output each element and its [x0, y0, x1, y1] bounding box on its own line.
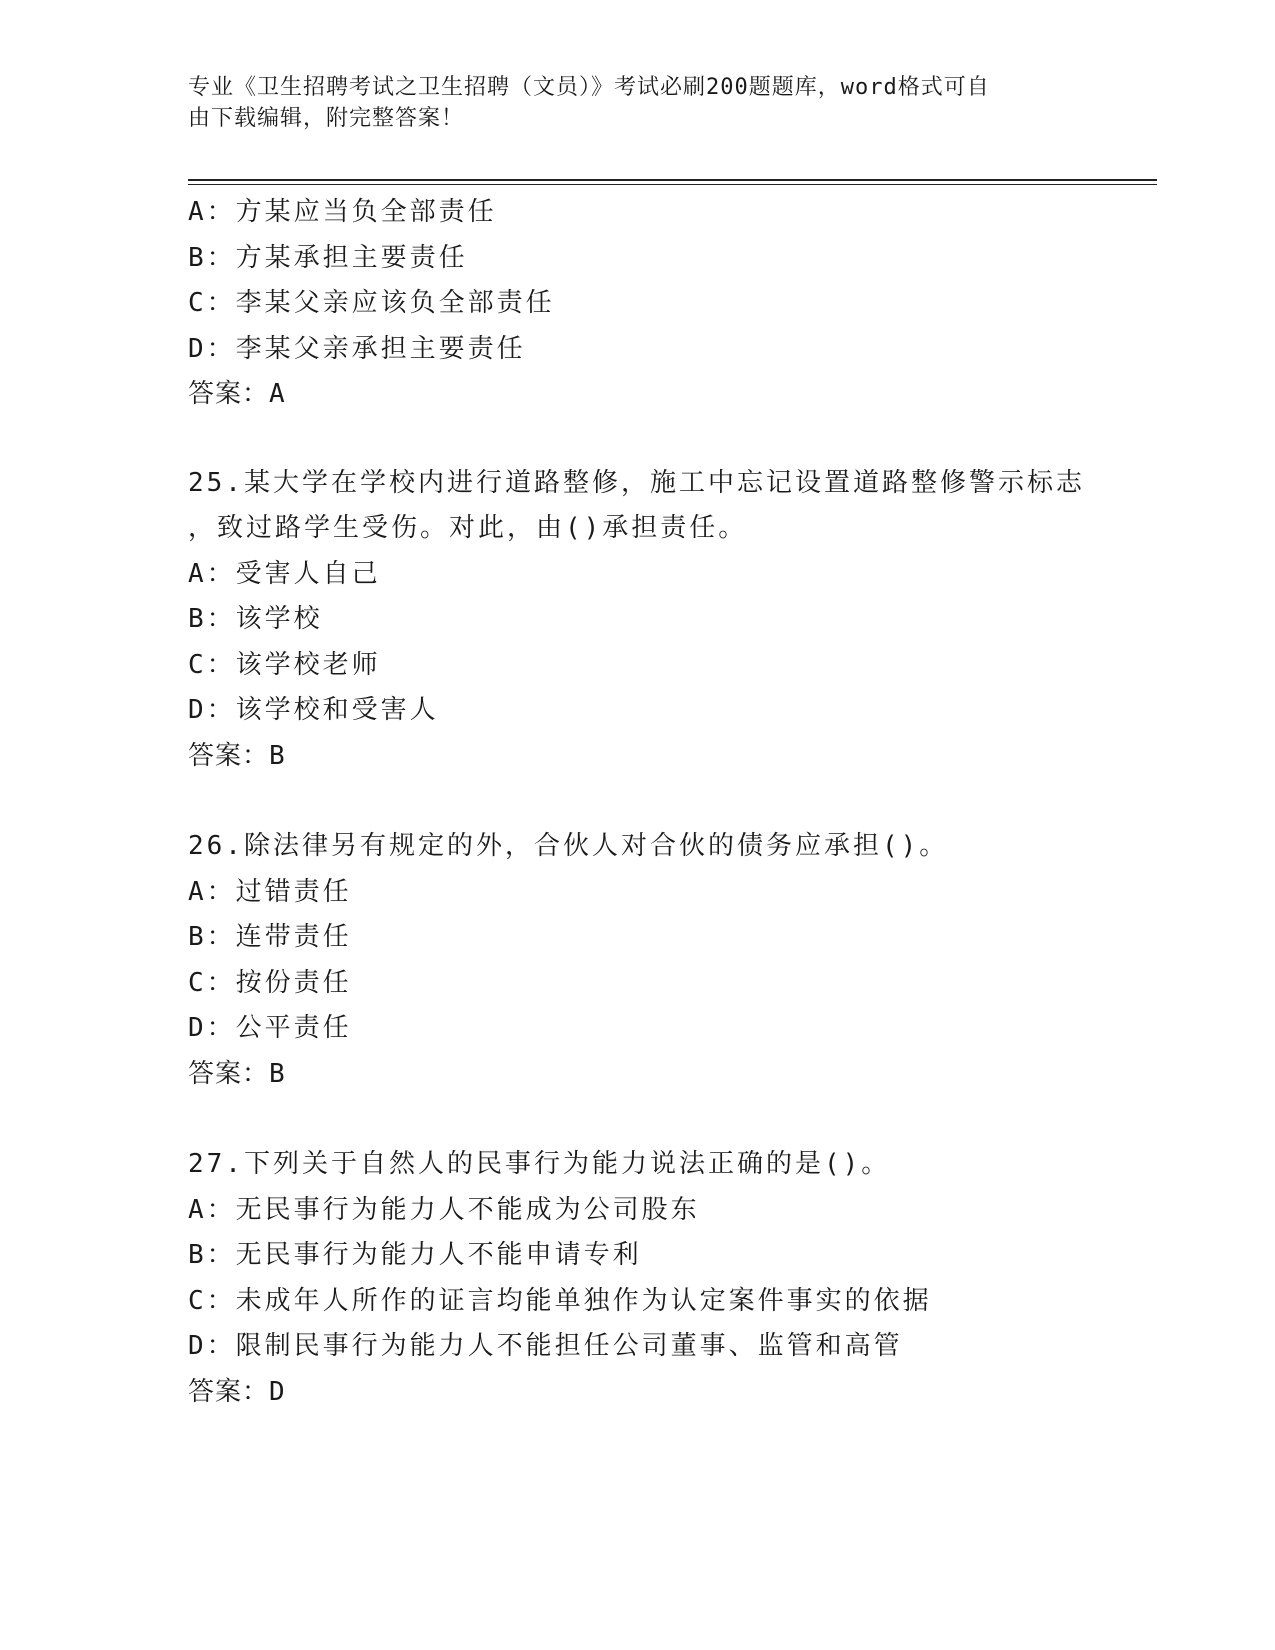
answer-label: 答案： [188, 1376, 270, 1407]
question-block [188, 1142, 1148, 1415]
answer-value: A [269, 379, 285, 409]
option-a: A：方某应当负全部责任 [188, 197, 497, 227]
header-line-2: 由下载编辑，附完整答案！ [188, 106, 465, 131]
question-block [188, 824, 1148, 1097]
option-d: D：该学校和受害人 [188, 695, 439, 725]
option-b: B：该学校 [188, 604, 323, 634]
option-c: C：该学校老师 [188, 649, 381, 680]
header-line-1: 专业《卫生招聘考试之卫生招聘（文员）》考试必刷200题题库，word格式可自 [188, 75, 990, 100]
answer-value: B [269, 1058, 285, 1089]
question-block [188, 461, 1148, 780]
question-block [188, 190, 1148, 418]
question-stem: 27.下列关于自然人的民事行为能力说法正确的是()。 [188, 1149, 891, 1179]
option-d: D：限制民事行为能力人不能担任公司董事、监管和高管 [188, 1331, 903, 1361]
option-c: C：未成年人所作的证言均能单独作为认定案件事实的依据 [188, 1285, 932, 1316]
answer-line [188, 1370, 1148, 1416]
document-header [188, 72, 1068, 134]
question-stem-continued: ，致过路学生受伤。对此，由()承担责任。 [188, 513, 748, 543]
option-c: C：李某父亲应该负全部责任 [188, 288, 555, 318]
option-b: B：连带责任 [188, 922, 352, 952]
question-stem: 25.某大学在学校内进行道路整修，施工中忘记设置道路整修警示标志 [188, 467, 1085, 498]
option-b: B：方某承担主要责任 [188, 242, 468, 273]
spacer [188, 779, 1148, 824]
header-divider [188, 179, 1157, 181]
header-divider-thin [188, 184, 1157, 185]
option-c: C：按份责任 [188, 967, 352, 998]
option-b: B：无民事行为能力人不能申请专利 [188, 1240, 642, 1270]
option-a: A：过错责任 [188, 876, 352, 907]
option-a: A：受害人自己 [188, 558, 381, 589]
option-d: D：公平责任 [188, 1013, 352, 1043]
option-d: D：李某父亲承担主要责任 [188, 333, 526, 364]
answer-line [188, 734, 1148, 780]
answer-label: 答案： [188, 1058, 270, 1089]
answer-label: 答案： [188, 740, 270, 771]
answer-line [188, 372, 1148, 418]
question-list [188, 190, 1148, 1415]
answer-value: D [269, 1376, 285, 1407]
question-stem: 26.除法律另有规定的外，合伙人对合伙的债务应承担()。 [188, 831, 949, 861]
answer-label: 答案： [188, 379, 270, 409]
spacer [188, 418, 1148, 461]
option-a: A：无民事行为能力人不能成为公司股东 [188, 1194, 700, 1225]
answer-line [188, 1052, 1148, 1098]
spacer [188, 1097, 1148, 1142]
answer-value: B [269, 740, 285, 771]
